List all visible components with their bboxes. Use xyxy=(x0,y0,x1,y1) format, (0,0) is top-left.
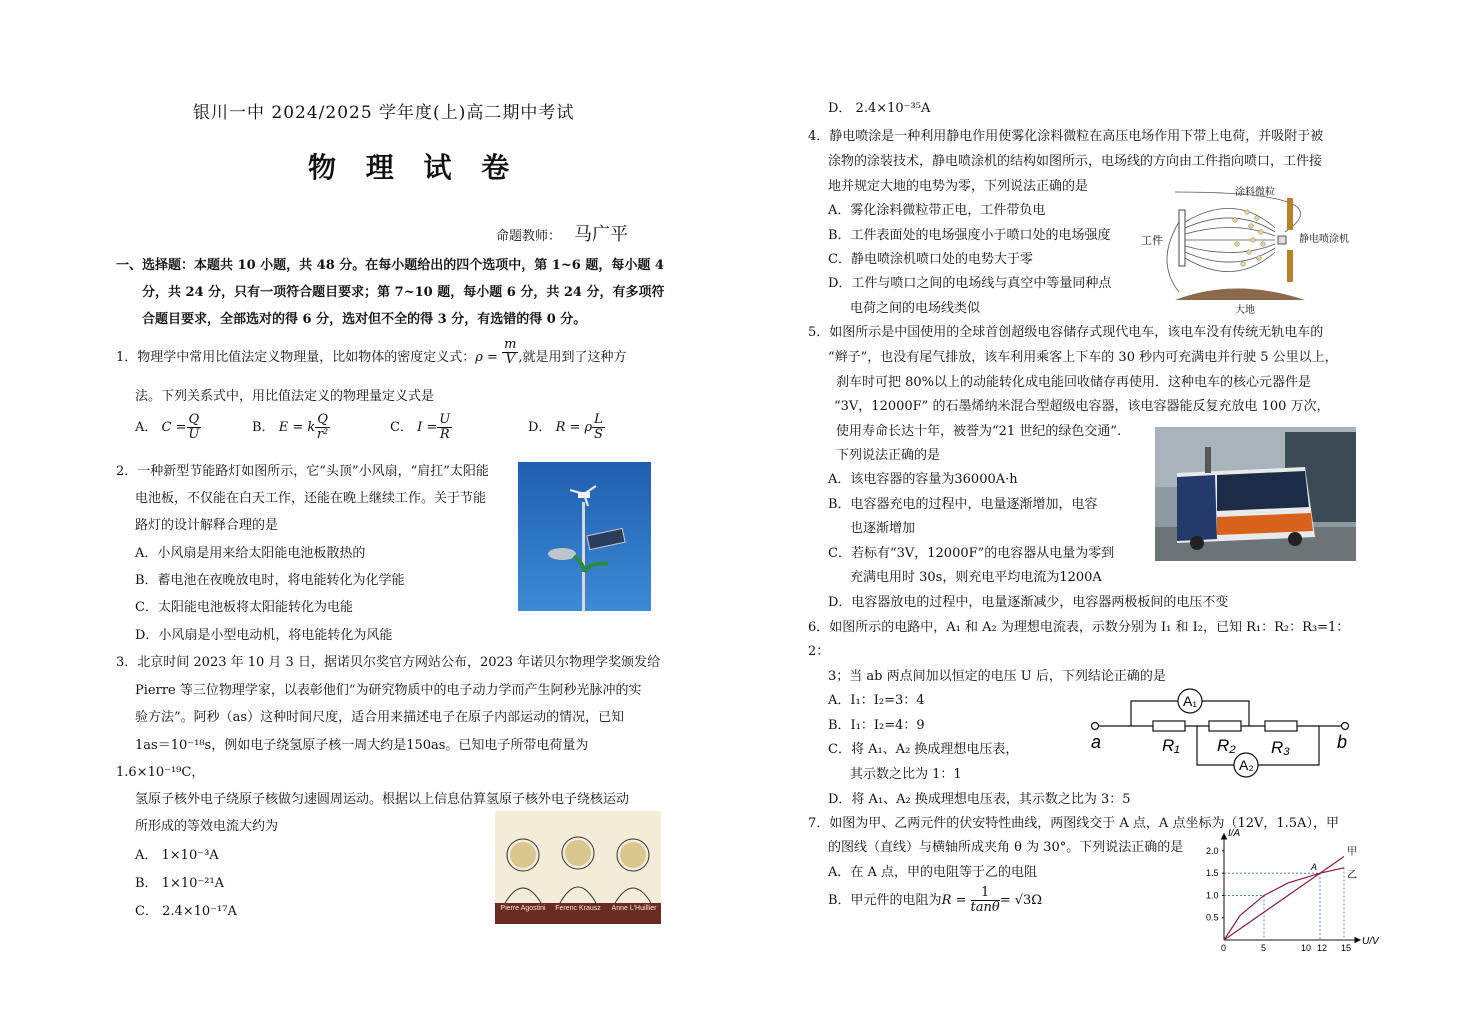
street-lamp-image xyxy=(518,462,651,611)
q1-option-d[interactable]: D． R = ρ $\frac{L}{S}$ xyxy=(528,412,603,442)
q2-option-a[interactable]: A．小风扇是用来给太阳能电池板散热的 xyxy=(135,546,366,561)
section1-line3: 合题目要求，全部选对的得 6 分，选对但不全的得 3 分，有选错的得 0 分。 xyxy=(142,312,587,327)
fig-label-particles: 涂料微粒 xyxy=(1235,187,1275,198)
q1-option-a[interactable]: A． C = $\frac{Q}{U}$ xyxy=(135,412,200,442)
y-tick-label: 1.0 xyxy=(1206,890,1219,901)
q5-option-b-cont: 也逐渐增加 xyxy=(850,521,916,536)
series-line-1 xyxy=(1224,856,1344,940)
q7-option-b[interactable]: B．甲元件的电阻为R = $\frac{1}{\tan\theta}$ = √3Ω xyxy=(828,885,1043,915)
q7-stem-1: 7．如图为甲、乙两元件的伏安特性曲线，两图线交于 A 点，A 点坐标为（12V，1.5A），甲 xyxy=(808,816,1339,831)
fig-label-workpiece: 工件 xyxy=(1141,235,1163,247)
q2-option-b[interactable]: B．蓄电池在夜晚放电时，将电能转化为化学能 xyxy=(135,573,405,588)
nobel-laureates-image xyxy=(495,811,661,924)
q1-option-b[interactable]: B． E = k $\frac{Q}{\text{r²}}$ xyxy=(252,412,329,442)
q1-stem: 1．物理学中常用比值法定义物理量，比如物体的密度定义式：ρ = $\frac{m}{V}$ ,就是用到了这种方 xyxy=(116,337,627,367)
series-label-1: 甲 xyxy=(1347,846,1357,858)
circuit-label-b: b xyxy=(1337,732,1348,752)
electrostatic-spray-diagram xyxy=(1135,182,1360,317)
q2-option-c[interactable]: C．太阳能电池板将太阳能转化为电能 xyxy=(135,600,353,615)
resistor-r2-label: R₂ xyxy=(1217,736,1236,755)
q6-option-b[interactable]: B．I₁：I₂=4：9 xyxy=(828,718,925,733)
q5-option-c[interactable]: C．若标有“3V，12000F”的电容器从电量为零到 xyxy=(828,546,1115,561)
q4-option-a[interactable]: A．雾化涂料微粒带正电，工件带负电 xyxy=(828,203,1046,218)
q4-stem-2: 涂物的涂装技术，静电喷涂机的结构如图所示，电场线的方向由工件指向喷口，工件接 xyxy=(828,154,1323,169)
circuit-diagram xyxy=(1085,683,1355,783)
q6-stem-1: 6．如图所示的电路中，A₁ 和 A₂ 为理想电流表，示数分别为 I₁ 和 I₂，已知 R₁：R₂：R₃=1： xyxy=(808,620,1350,635)
x-tick-label: 12 xyxy=(1317,943,1328,953)
y-axis-label: I/A xyxy=(1228,828,1241,839)
q2-stem-2: 电池板，不仅能在白天工作，还能在晚上继续工作。关于节能 xyxy=(135,491,487,506)
q4-stem-1: 4．静电喷涂是一种利用静电作用使雾化涂料微粒在高压电场作用下带上电荷，并吸附于被 xyxy=(808,129,1324,144)
q3-stem-1: 3．北京时间 2023 年 10 月 3 日，据诺贝尔奖官方网站公布，2023 年诺贝尔物理学奖颁发给 xyxy=(116,655,661,670)
series-label-2: 乙 xyxy=(1347,869,1357,881)
q6-option-d[interactable]: D．将 A₁、A₂ 换成理想电压表，其示数之比为 3：5 xyxy=(828,792,1131,807)
q3-stem-4: 1as＝10⁻¹⁸s，例如电子绕氢原子核一周大约是150as。已知电子所带电荷量为 xyxy=(135,738,589,753)
point-a-label: A xyxy=(1311,862,1318,873)
y-tick-label: 1.5 xyxy=(1206,868,1219,879)
q6-stem-1b: 2： xyxy=(808,644,830,659)
q5-stem-6: 下列说法正确的是 xyxy=(836,448,941,463)
q3-option-b[interactable]: B． 1×10⁻²¹A xyxy=(135,876,225,891)
x-axis-label: U/V xyxy=(1362,936,1379,947)
q3-stem-6: 氢原子核外电子绕原子核做匀速圆周运动。根据以上信息估算氢原子核外电子绕核运动 xyxy=(135,792,630,807)
q1-option-c[interactable]: C． I = $\frac{U}{R}$ xyxy=(390,412,451,442)
q3-stem-5: 1.6×10⁻¹⁹C， xyxy=(116,765,205,780)
q5-option-c-cont: 充满电用时 30s，则充电平均电流为1200A xyxy=(850,570,1102,585)
circuit-label-a: a xyxy=(1091,732,1102,752)
x-tick-label: 0 xyxy=(1221,943,1227,953)
fig-label-ground: 大地 xyxy=(1235,305,1255,316)
q4-option-d-cont: 电荷之间的电场线类似 xyxy=(850,301,981,316)
q2-stem-1: 2．一种新型节能路灯如图所示，它“头顶”小风扇，“肩扛”太阳能 xyxy=(116,464,489,479)
exam-title: 银川一中 2024/2025 学年度(上)高二期中考试 xyxy=(193,103,575,123)
y-tick-label: 0.5 xyxy=(1206,912,1219,923)
x-axis-arrow xyxy=(1355,938,1360,943)
q3-stem-3: 验方法”。阿秒（as）这种时间尺度，适合用来描述电子在原子内部运动的情况，已知 xyxy=(135,710,625,725)
q4-stem-3: 地并规定大地的电势为零，下列说法正确的是 xyxy=(828,179,1089,194)
laureate-name-3: Anne L'Huillier xyxy=(611,905,657,912)
iu-characteristic-chart xyxy=(1192,828,1379,953)
q5-option-a[interactable]: A．该电容器的容量为36000A·h xyxy=(828,472,1018,487)
subject-title: 物 理 试 卷 xyxy=(308,151,520,184)
y-tick-label: 2.0 xyxy=(1206,845,1219,856)
q3-stem-7: 所形成的等效电流大约为 xyxy=(135,819,279,834)
q5-stem-4: “3V，12000F” 的石墨烯纳米混合型超级电容器，该电容器能反复充放电 100 万次， xyxy=(834,399,1330,414)
series-line-2 xyxy=(1224,868,1344,940)
laureate-name-2: Ferenc Krausz xyxy=(555,905,601,912)
q5-stem-3: 刹车时可把 80%以上的动能转化成电能回收储存再使用．这种电车的核心元器件是 xyxy=(836,375,1312,390)
ammeter-a2-label: A₂ xyxy=(1239,757,1254,773)
y-axis-arrow xyxy=(1222,834,1227,839)
q5-stem-2: “辫子”，也没有尾气排放，该车利用乘客上下车的 30 秒内可充满电并行驶 5 公里以上， xyxy=(828,350,1338,365)
supercapacitor-bus-image xyxy=(1155,427,1356,561)
x-tick-label: 10 xyxy=(1301,943,1312,953)
x-tick-label: 5 xyxy=(1261,943,1267,953)
q4-option-b[interactable]: B．工件表面处的电场强度小于喷口处的电场强度 xyxy=(828,228,1111,243)
q5-stem-5: 使用寿命长达十年，被誉为“21 世纪的绿色交通”. xyxy=(836,424,1122,439)
x-tick-label: 15 xyxy=(1341,943,1352,953)
q4-option-c[interactable]: C．静电喷涂机喷口处的电势大于零 xyxy=(828,252,1033,267)
q3-option-a[interactable]: A． 1×10⁻³A xyxy=(135,848,219,863)
laureate-name-1: Pierre Agostini xyxy=(500,905,546,912)
fig-label-machine: 静电喷涂机 xyxy=(1299,234,1349,245)
q2-option-d[interactable]: D．小风扇是小型电动机，将电能转化为风能 xyxy=(135,628,393,643)
q7-stem-2: 的图线（直线）与横轴所成夹角 θ 为 30°。下列说法正确的是 xyxy=(828,840,1184,855)
teacher-name: 马广平 xyxy=(574,224,628,245)
q6-option-c[interactable]: C．将 A₁、A₂ 换成理想电压表， xyxy=(828,742,1019,757)
q2-stem-3: 路灯的设计解释合理的是 xyxy=(135,518,279,533)
q5-option-b[interactable]: B．电容器充电的过程中，电量逐渐增加，电容 xyxy=(828,497,1098,512)
section1-line2: 分，共 24 分，只有一项符合题目要求；第 7~10 题，每小题 6 分，共 24 分，有多项符 xyxy=(142,285,665,300)
q3-stem-2: Pierre 等三位物理学家，以表彰他们“为研究物质中的电子动力学而产生阿秒光脉冲的实 xyxy=(135,683,642,698)
q6-option-a[interactable]: A．I₁：I₂=3：4 xyxy=(828,693,925,708)
q5-stem-1: 5．如图所示是中国使用的全球首创超级电容储存式现代电车，该电车没有传统无轨电车的 xyxy=(808,325,1324,340)
q1-stem-cont: 法。下列关系式中，用比值法定义的物理量定义式是 xyxy=(135,389,435,404)
resistor-r3-label: R₃ xyxy=(1271,738,1291,757)
resistor-r1-label: R₁ xyxy=(1162,736,1180,755)
q6-stem-2: 3；当 ab 两点间加以恒定的电压 U 后，下列结论正确的是 xyxy=(828,669,1166,684)
q7-option-a[interactable]: A．在 A 点，甲的电阻等于乙的电阻 xyxy=(828,865,1038,880)
section1-line1: 一、选择题：本题共 10 小题，共 48 分。在每小题给出的四个选项中，第 1~6 题，每小题 4 xyxy=(116,258,664,273)
q4-option-d[interactable]: D．工件与喷口之间的电场线与真空中等量同种点 xyxy=(828,276,1112,291)
q5-option-d[interactable]: D．电容器放电的过程中，电量逐渐减少，电容器两极板间的电压不变 xyxy=(828,595,1229,610)
q6-option-c-cont: 其示数之比为 1：1 xyxy=(850,767,962,782)
q3-option-d[interactable]: D． 2.4×10⁻³⁵A xyxy=(828,101,931,116)
q3-option-c[interactable]: C． 2.4×10⁻¹⁷A xyxy=(135,904,237,919)
ammeter-a1-label: A₁ xyxy=(1183,693,1198,709)
teacher-label: 命题教师： xyxy=(496,229,562,244)
